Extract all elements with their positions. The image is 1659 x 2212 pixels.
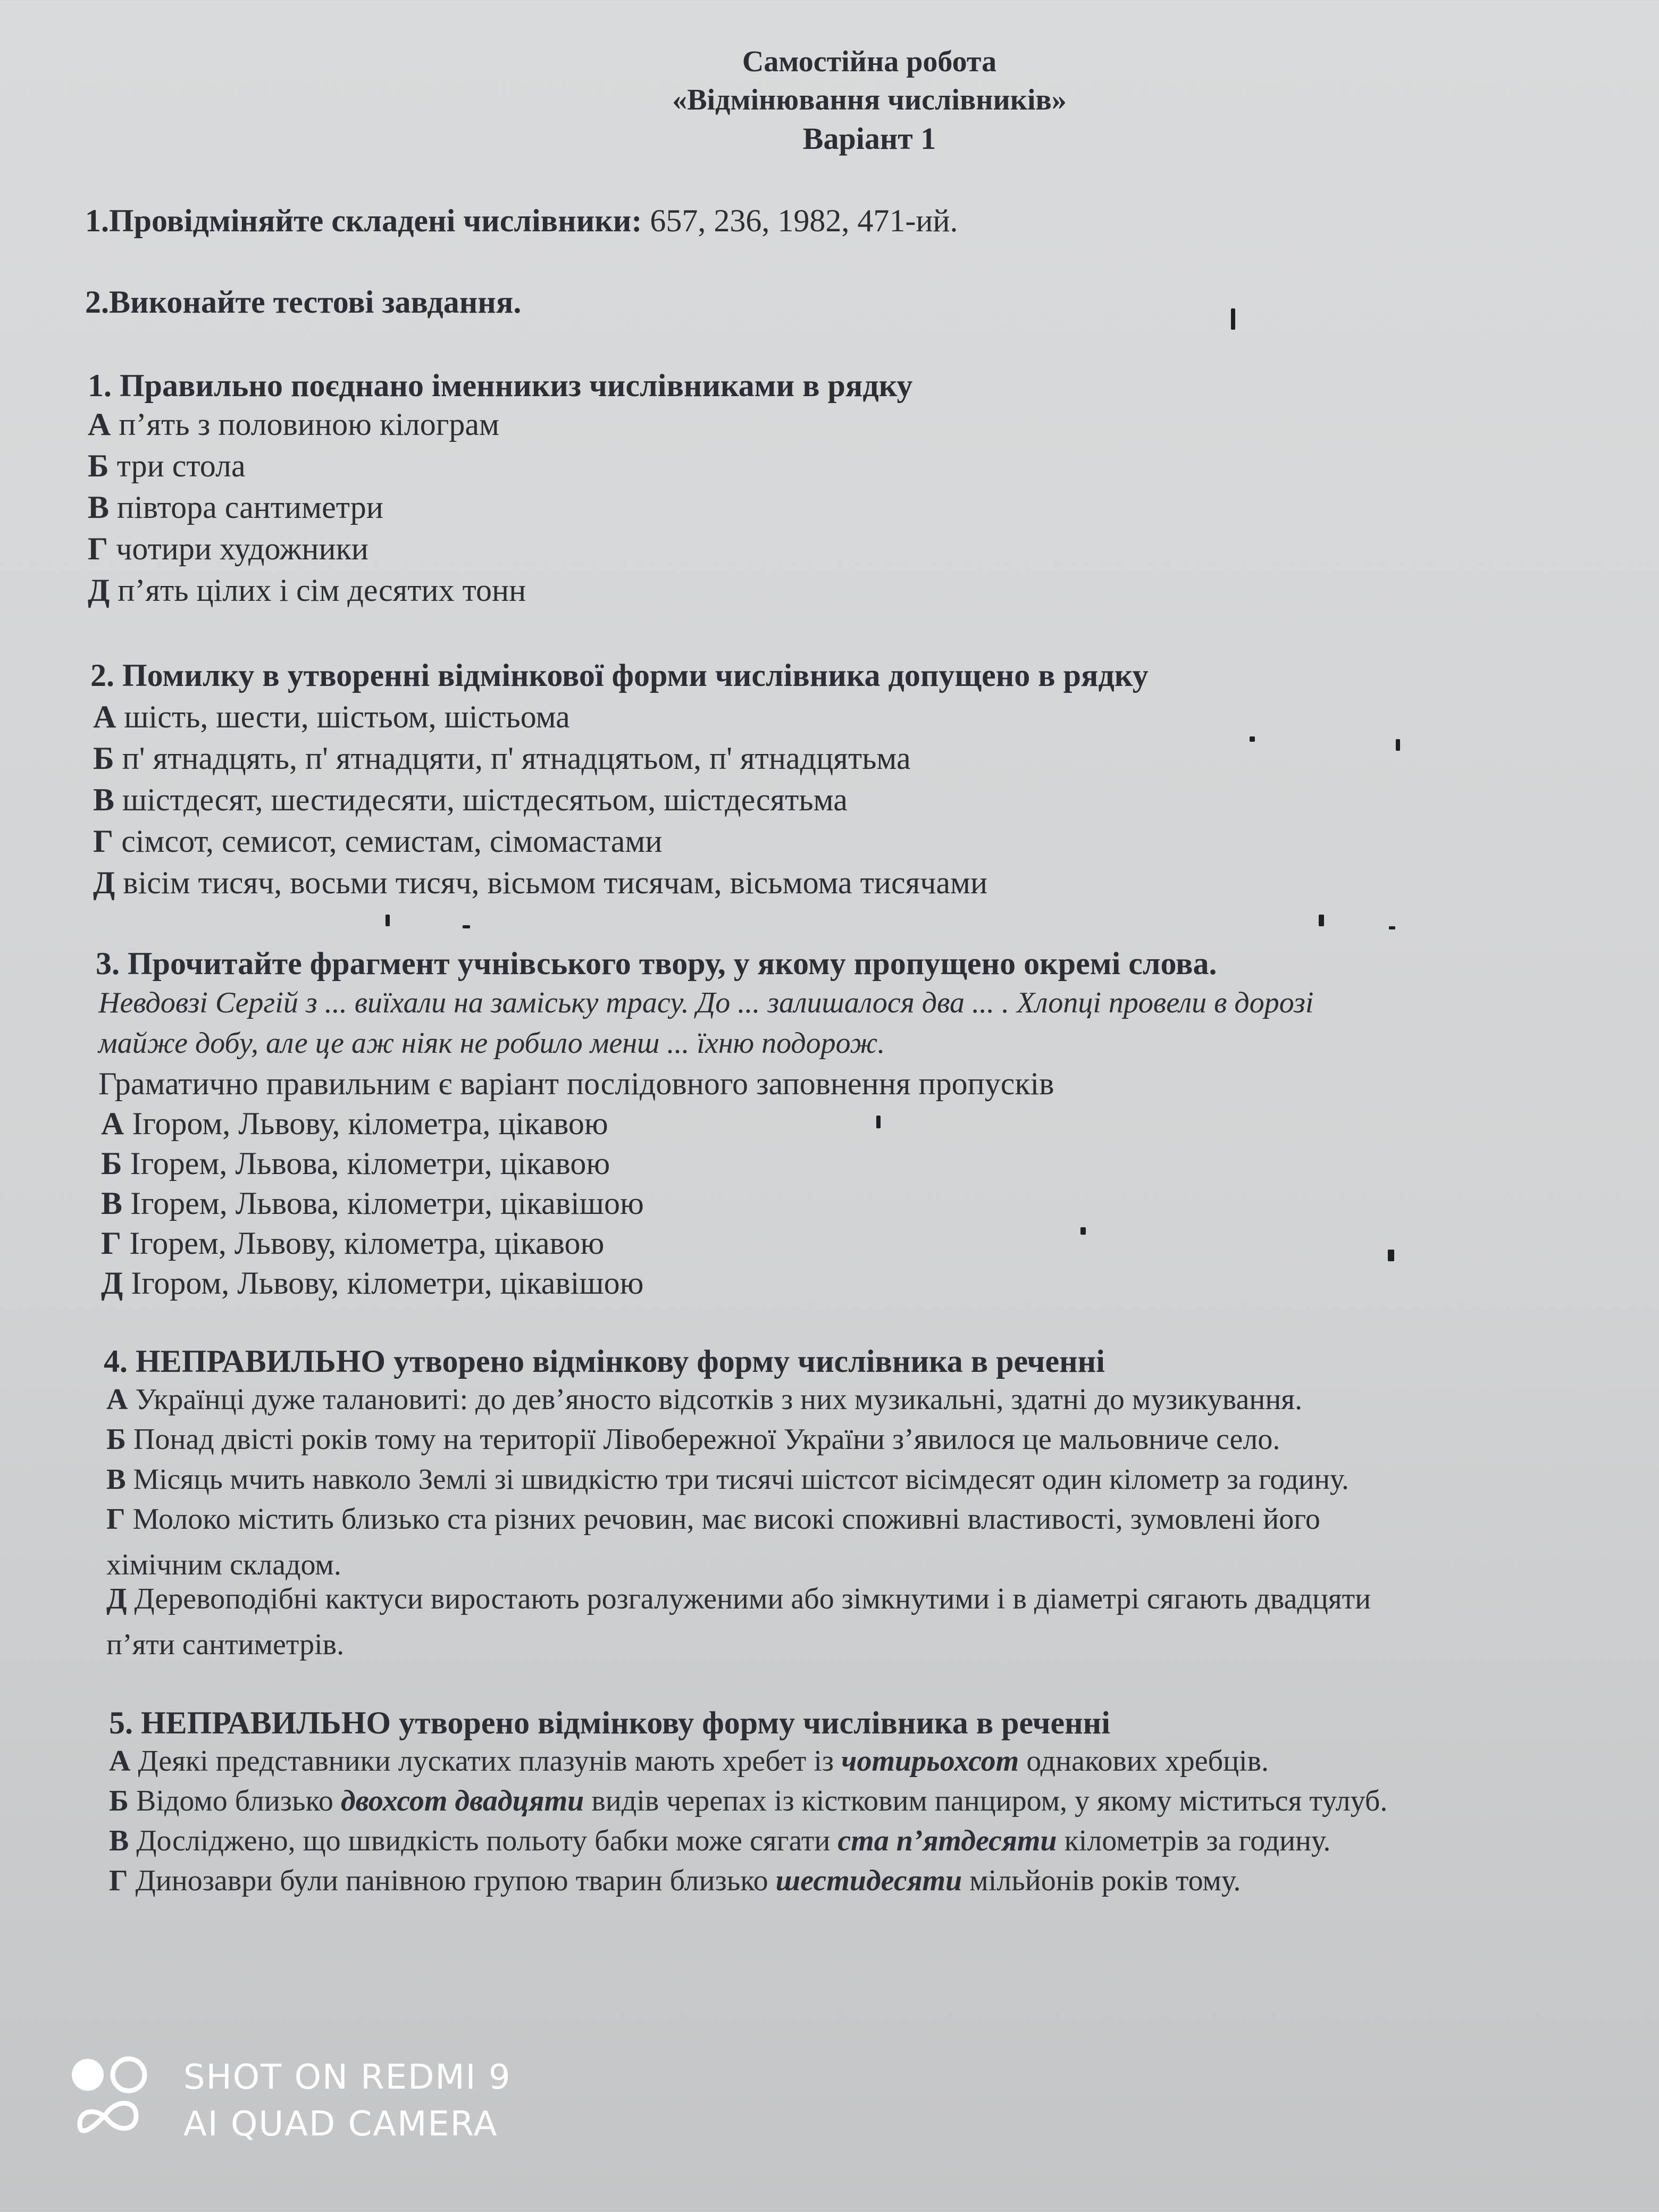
- q2-option-c: В шістдесят, шестидесяти, шістдесятьом, шістдесятьма: [93, 782, 848, 817]
- q5-option-d: Г Динозаври були панівною групою тварин близько шестидесяти мільйонів років тому.: [109, 1864, 1241, 1897]
- q2-option-e: Д вісім тисяч, восьми тисяч, вісьмом тисячам, вісьмома тисячами: [93, 865, 988, 900]
- q1-option-b: Б три стола: [88, 448, 246, 483]
- q5-option-a: А Деякі представники лускатих плазунів мають хребет із чотирьохсот однакових хребців.: [109, 1745, 1269, 1778]
- q3-fragment-line-2: майже добу, але це аж ніяк не робило менш ... їхню подорож.: [98, 1027, 885, 1060]
- ink-speck: [1389, 926, 1395, 929]
- q4-option-c: В Місяць мчить навколо Землі зі швидкістю три тисячі шістсот вісімдесят один кілометр за годину.: [106, 1463, 1349, 1495]
- q2-option-a: А шість, шести, шістьом, шістьома: [93, 699, 570, 734]
- q1-option-a: А п’ять з половиною кілограм: [88, 407, 499, 442]
- question-1-title: 1. Правильно поєднано іменникиз числівниками в рядку: [88, 368, 913, 403]
- q4-option-e-continued: п’яти сантиметрів.: [106, 1628, 345, 1661]
- redmi-dual-circle-logo-icon: [69, 2052, 154, 2143]
- task-1: [85, 205, 958, 237]
- ink-speck: [1250, 736, 1255, 742]
- ink-speck: [463, 925, 470, 928]
- q4-option-d-continued: хімічним складом.: [106, 1548, 341, 1581]
- q1-option-c: В півтора сантиметри: [88, 490, 383, 525]
- q2-option-b: Б п' ятнадцять, п' ятнадцяти, п' ятнадцятьом, п' ятнадцятьма: [93, 741, 911, 776]
- q3-option-d: Г Ігорем, Львову, кілометра, цікавою: [101, 1226, 605, 1261]
- camera-watermark: [69, 2052, 548, 2148]
- task-1-numbers: 657, 236, 1982, 471-ий.: [650, 203, 958, 238]
- q4-option-b: Б Понад двісті років тому на території Лівобережної України з’явилося це мальовниче село.: [106, 1423, 1280, 1456]
- watermark-line-1: SHOT ON REDMI 9: [183, 2058, 512, 2097]
- question-2-title: 2. Помилку в утворенні відмінкової форми числівника допущено в рядку: [90, 658, 1149, 693]
- ink-speck: [1080, 1227, 1086, 1235]
- q3-option-c: В Ігорем, Львова, кілометри, цікавішою: [101, 1186, 644, 1221]
- question-5-title: 5. НЕПРАВИЛЬНО утворено відмінкову форму числівника в реченні: [109, 1705, 1110, 1740]
- q5-option-b: Б Відомо близько двохсот двадцяти видів черепах із кістковим панциром, у якому міститься тулуб.: [109, 1784, 1388, 1817]
- q1-option-d: Г чотири художники: [88, 531, 368, 566]
- watermark-line-2: AI QUAD CAMERA: [183, 2105, 498, 2144]
- q2-option-d: Г сімсот, семисот, семистам, сімомастами: [93, 824, 663, 859]
- document-title: Самостійна робота: [742, 45, 997, 78]
- q4-option-d: Г Молоко містить близько ста різних речовин, має високі споживні властивості, зумовлені його: [106, 1503, 1320, 1536]
- ink-speck: [1388, 1250, 1394, 1261]
- q4-option-e: Д Деревоподібні кактуси виростають розгалуженими або зімкнутими і в діаметрі сягають двадцяти: [106, 1582, 1371, 1615]
- q4-option-a: А Українці дуже талановиті: до дев’яносто відсотків з них музикальні, здатні до музикування.: [106, 1383, 1303, 1416]
- q1-option-e: Д п’ять цілих і сім десятих тонн: [88, 573, 526, 608]
- q5-option-c: В Досліджено, що швидкість польоту бабки може сягати ста п’ятдесяти кілометрів за годину.: [109, 1824, 1331, 1857]
- question-3-title: 3. Прочитайте фрагмент учнівського твору, у якому пропущено окремі слова.: [96, 946, 1217, 981]
- ink-speck: [1319, 915, 1324, 926]
- ink-speck: [876, 1116, 881, 1128]
- q3-instruction: Граматично правильним є варіант послідовного заповнення пропусків: [98, 1066, 1054, 1101]
- q3-option-e: Д Ігором, Львову, кілометри, цікавішою: [101, 1266, 644, 1301]
- ink-speck: [1396, 739, 1400, 751]
- ink-speck: [386, 915, 390, 926]
- q3-fragment-line-1: Невдовзі Сергій з ... виїхали на заміську трасу. До ... залишалося два ... . Хлопці провели в дорозі: [98, 986, 1314, 1019]
- task-1-label: 1.Провідміняйте складені числівники:: [85, 203, 642, 238]
- document-subtitle: «Відмінювання числівників»: [672, 83, 1067, 116]
- question-4-title: 4. НЕПРАВИЛЬНО утворено відмінкову форму числівника в реченні: [104, 1344, 1105, 1379]
- variant-label: Варіант 1: [802, 121, 936, 156]
- task-2-label: 2.Виконайте тестові завдання.: [85, 284, 522, 320]
- q3-option-b: Б Ігорем, Львова, кілометри, цікавою: [101, 1146, 610, 1181]
- ink-speck: [1231, 308, 1235, 330]
- q3-option-a: А Ігором, Львову, кілометра, цікавою: [101, 1106, 608, 1141]
